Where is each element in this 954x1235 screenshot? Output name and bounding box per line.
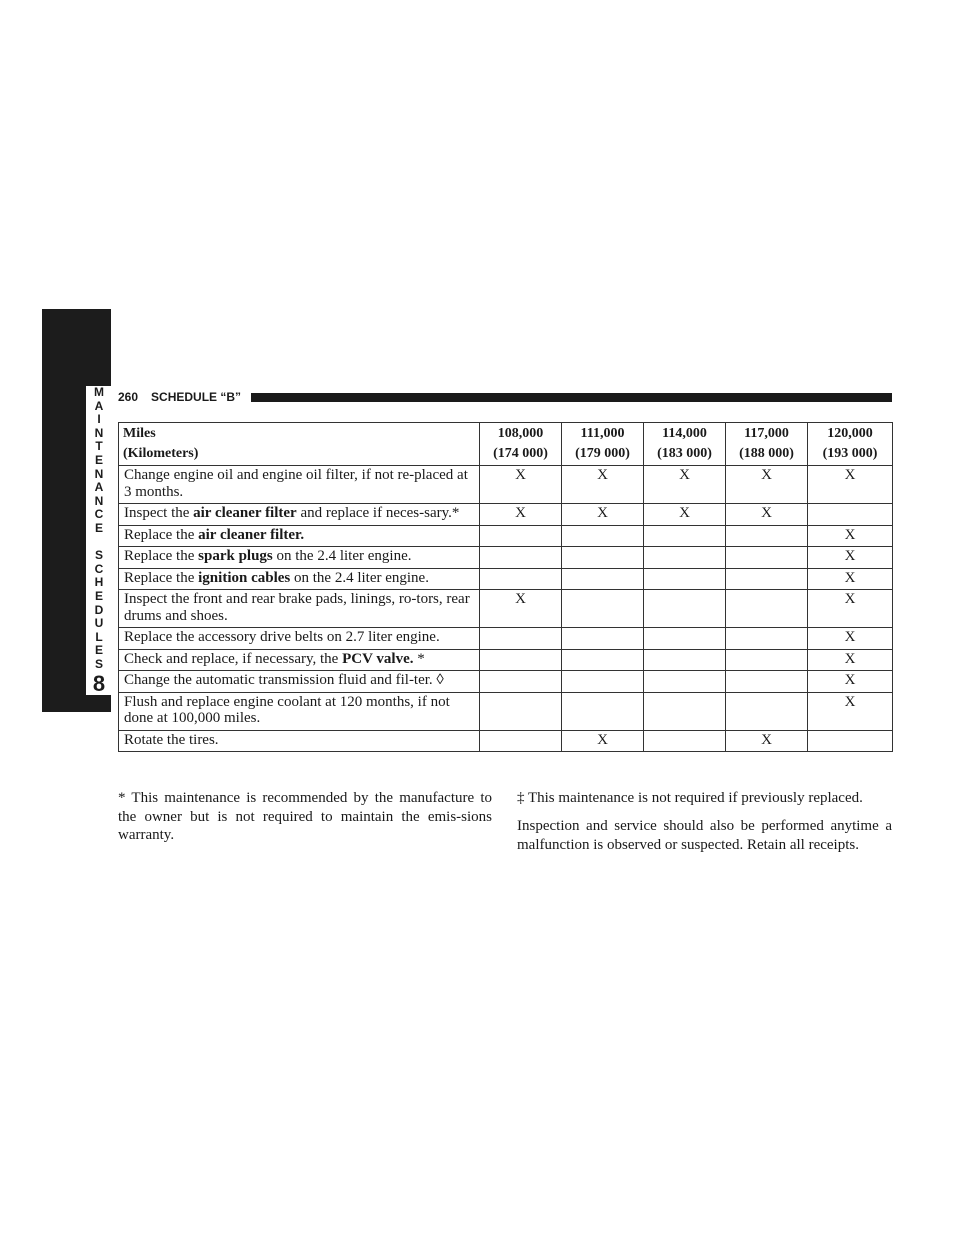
table-row bbox=[119, 649, 893, 671]
service-text: on the 2.4 liter engine. bbox=[290, 569, 429, 586]
mileage-column-header bbox=[644, 423, 726, 466]
service-description bbox=[119, 568, 480, 590]
service-mark bbox=[480, 525, 562, 547]
tab-letter: N bbox=[94, 466, 104, 481]
service-mark: X bbox=[808, 525, 893, 547]
miles-label: Miles bbox=[123, 426, 156, 441]
service-mark: X bbox=[808, 466, 893, 504]
service-text: Change the automatic transmission fluid and fil-ter. ◊ bbox=[124, 672, 444, 688]
mileage-column-header bbox=[726, 423, 808, 466]
service-keyword: PCV valve. bbox=[342, 650, 414, 667]
service-mark bbox=[726, 590, 808, 628]
service-description bbox=[119, 504, 480, 526]
service-description bbox=[119, 730, 480, 752]
kilometers-value: (188 000) bbox=[739, 446, 794, 461]
tab-letter: D bbox=[94, 602, 104, 617]
tab-letter: E bbox=[94, 588, 103, 603]
miles-value: 111,000 bbox=[580, 426, 625, 441]
tab-letter: N bbox=[94, 493, 104, 508]
footnote-asterisk: * This maintenance is recommended by the manufacture to the owner but is not required to maintain the emis-sions warranty. bbox=[118, 790, 492, 843]
page-number: 260 bbox=[118, 390, 139, 404]
service-mark bbox=[644, 590, 726, 628]
service-mark bbox=[562, 628, 644, 650]
service-mark bbox=[562, 525, 644, 547]
kilometers-value: (183 000) bbox=[657, 446, 712, 461]
service-mark bbox=[644, 525, 726, 547]
header-rule bbox=[251, 393, 892, 402]
table-row bbox=[119, 547, 893, 569]
table-row bbox=[119, 525, 893, 547]
service-text: Flush and replace engine coolant at 120 months, if not done at 100,000 miles. bbox=[124, 693, 450, 726]
tab-letter: A bbox=[94, 480, 104, 495]
service-mark: X bbox=[726, 466, 808, 504]
footnote-inspection: Inspection and service should also be performed anytime a malfunction is observed or suspected. Retain all receipts. bbox=[517, 818, 892, 853]
table-row bbox=[119, 504, 893, 526]
service-mark: X bbox=[562, 504, 644, 526]
service-keyword: air cleaner filter. bbox=[198, 526, 305, 543]
kilometers-value: (174 000) bbox=[493, 446, 548, 461]
mileage-column-header bbox=[562, 423, 644, 466]
table-row bbox=[119, 692, 893, 730]
service-mark: X bbox=[562, 730, 644, 752]
service-mark bbox=[480, 628, 562, 650]
service-mark bbox=[726, 568, 808, 590]
maintenance-schedule-table bbox=[118, 422, 893, 752]
service-description bbox=[119, 547, 480, 569]
service-keyword: air cleaner filter bbox=[193, 505, 297, 521]
page-title: SCHEDULE “B” bbox=[151, 390, 242, 404]
service-description bbox=[119, 671, 480, 693]
header-miles-label bbox=[119, 423, 480, 466]
service-text: and replace if neces-sary.* bbox=[296, 505, 460, 521]
service-mark bbox=[644, 568, 726, 590]
kilometers-value: (179 000) bbox=[575, 446, 630, 461]
service-text: Inspect the front and rear brake pads, linings, ro-tors, rear drums and shoes. bbox=[124, 591, 470, 624]
service-mark: X bbox=[808, 692, 893, 730]
service-mark bbox=[562, 547, 644, 569]
table-row bbox=[119, 671, 893, 693]
service-description bbox=[119, 525, 480, 547]
service-description bbox=[119, 692, 480, 730]
table-row bbox=[119, 466, 893, 504]
service-mark: X bbox=[808, 649, 893, 671]
service-text: Inspect the bbox=[124, 505, 194, 521]
tab-letter: I bbox=[97, 412, 101, 427]
table-row bbox=[119, 628, 893, 650]
service-mark bbox=[562, 649, 644, 671]
section-tab-label bbox=[86, 386, 112, 695]
service-mark: X bbox=[480, 466, 562, 504]
tab-letter: U bbox=[94, 616, 104, 631]
service-text: * bbox=[413, 650, 425, 667]
service-text: Replace the accessory drive belts on 2.7 liter engine. bbox=[124, 629, 440, 645]
tab-letter: S bbox=[94, 548, 103, 563]
miles-value: 117,000 bbox=[744, 426, 789, 441]
service-mark: X bbox=[808, 671, 893, 693]
service-mark bbox=[562, 568, 644, 590]
service-mark: X bbox=[480, 590, 562, 628]
tab-letter: C bbox=[94, 507, 104, 522]
service-mark: X bbox=[808, 547, 893, 569]
service-mark: X bbox=[808, 628, 893, 650]
service-mark bbox=[726, 547, 808, 569]
page-header bbox=[118, 389, 892, 405]
service-mark bbox=[480, 649, 562, 671]
service-description bbox=[119, 649, 480, 671]
service-mark: X bbox=[808, 568, 893, 590]
table-row bbox=[119, 730, 893, 752]
table-row bbox=[119, 590, 893, 628]
service-mark bbox=[644, 547, 726, 569]
footnote-double-dagger: ‡ This maintenance is not required if previously replaced. bbox=[517, 790, 863, 806]
service-mark bbox=[480, 730, 562, 752]
service-text: on the 2.4 liter engine. bbox=[272, 548, 412, 564]
miles-value: 108,000 bbox=[497, 426, 544, 441]
service-text: Rotate the tires. bbox=[124, 731, 219, 748]
service-mark bbox=[644, 692, 726, 730]
service-mark bbox=[726, 525, 808, 547]
service-text: Change engine oil and engine oil filter, if not re-placed at 3 months. bbox=[124, 467, 468, 500]
service-mark bbox=[644, 671, 726, 693]
section-number: 8 bbox=[92, 671, 106, 697]
tab-letter: A bbox=[94, 398, 104, 413]
table-row bbox=[119, 568, 893, 590]
service-keyword: spark plugs bbox=[198, 548, 273, 564]
service-mark bbox=[808, 730, 893, 752]
service-mark bbox=[644, 628, 726, 650]
table-header-row bbox=[119, 423, 893, 466]
mileage-column-header bbox=[808, 423, 893, 466]
service-mark bbox=[480, 692, 562, 730]
tab-letter: E bbox=[94, 452, 103, 467]
service-text: Replace the bbox=[124, 548, 199, 564]
service-description bbox=[119, 590, 480, 628]
tab-letter: M bbox=[94, 385, 104, 399]
miles-value: 114,000 bbox=[662, 426, 707, 441]
service-mark bbox=[562, 671, 644, 693]
tab-letter: C bbox=[94, 561, 104, 576]
service-mark: X bbox=[480, 504, 562, 526]
service-text: Check and replace, if necessary, the bbox=[124, 650, 343, 667]
service-mark bbox=[808, 504, 893, 526]
service-mark: X bbox=[726, 730, 808, 752]
tab-letter: L bbox=[95, 629, 103, 644]
service-mark: X bbox=[562, 466, 644, 504]
tab-letter: S bbox=[94, 656, 103, 671]
service-mark: X bbox=[644, 466, 726, 504]
service-mark bbox=[726, 649, 808, 671]
service-mark bbox=[480, 547, 562, 569]
service-mark: X bbox=[726, 504, 808, 526]
service-mark bbox=[644, 649, 726, 671]
service-mark bbox=[480, 671, 562, 693]
miles-value: 120,000 bbox=[827, 426, 873, 441]
service-text: Replace the bbox=[124, 569, 199, 586]
service-mark bbox=[562, 692, 644, 730]
service-mark bbox=[726, 671, 808, 693]
service-mark bbox=[480, 568, 562, 590]
service-mark bbox=[562, 590, 644, 628]
tab-letter: N bbox=[94, 425, 104, 440]
service-mark bbox=[726, 628, 808, 650]
service-keyword: ignition cables bbox=[198, 569, 291, 586]
service-mark bbox=[644, 730, 726, 752]
kilometers-value: (193 000) bbox=[822, 446, 878, 461]
tab-letter: E bbox=[94, 643, 103, 658]
service-description bbox=[119, 466, 480, 504]
service-mark: X bbox=[644, 504, 726, 526]
tab-letter: H bbox=[94, 575, 104, 590]
service-description bbox=[119, 628, 480, 650]
tab-letter: T bbox=[95, 439, 103, 454]
kilometers-label: (Kilometers) bbox=[123, 446, 199, 461]
mileage-column-header bbox=[480, 423, 562, 466]
service-mark: X bbox=[808, 590, 893, 628]
service-text: Replace the bbox=[124, 526, 199, 543]
service-mark bbox=[726, 692, 808, 730]
tab-letter: E bbox=[94, 520, 103, 535]
